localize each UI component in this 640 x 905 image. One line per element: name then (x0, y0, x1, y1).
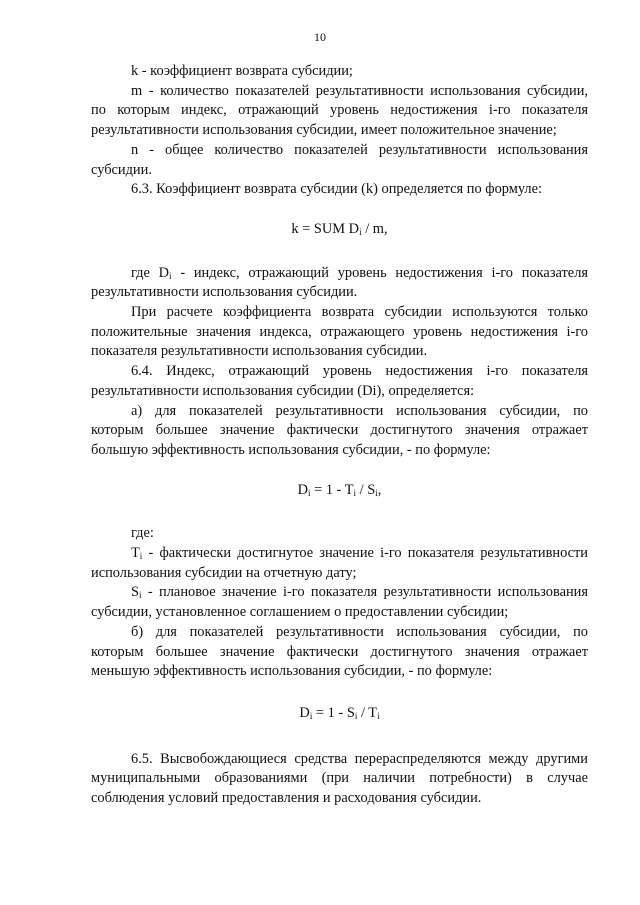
text-part: - фактически достигнутое значение i-го показателя результативности использования субсидии на отчетную дату; (91, 545, 588, 581)
formula-di-a (91, 481, 588, 501)
formula-di-b (91, 704, 588, 724)
paragraph-where: где: (131, 525, 154, 542)
subscript: i (169, 270, 172, 281)
text-part: - плановое значение i-го показателя результативности использования субсидии, установленное соглашением о предоставлении субсидии; (91, 584, 588, 621)
text-part: - индекс, отражающий уровень недостижения i-го показателя результативности использования субсидии. (91, 264, 588, 301)
paragraph-n-definition: n - общее количество показателей результативности использования субсидии. (91, 141, 588, 178)
text-part: где D (131, 264, 170, 281)
formula-part: D (299, 704, 310, 721)
formula-subscript: i (309, 710, 313, 721)
paragraph-case-a: а) для показателей результативности использования субсидии, по которым большее значение фактически достигнутого значения отражает большую эффективность использования субсидии, - по формуле: (91, 402, 588, 458)
paragraph-k-definition: k - коэффициент возврата субсидии; (131, 63, 353, 79)
formula-subscript: i (353, 487, 357, 498)
text-part: S (131, 584, 140, 601)
paragraph-6-3: 6.3. Коэффициент возврата субсидии (k) определяется по формуле: (131, 181, 542, 198)
formula-subscript: i (377, 710, 380, 721)
paragraph-positive-values: При расчете коэффициента возврата субсидии используются только положительные значения индекса, отражающего уровень недостижения i-го показателя результативности использования субсидии. (91, 304, 588, 360)
subscript: i (139, 590, 142, 601)
text-part: T (131, 545, 140, 562)
formula-k (91, 220, 588, 240)
paragraph-m-definition: m - количество показателей результативности использования субсидии, по которым индекс, отражающий уровень недостижения i-го показателя результативности использования субсидии, имеет положительное значение; (91, 82, 588, 139)
paragraph-ti-definition (91, 544, 588, 583)
formula-part: / S (356, 481, 376, 498)
formula-subscript: i (375, 487, 378, 498)
formula-part: D (297, 481, 308, 498)
paragraph-si-definition (91, 583, 588, 622)
paragraph-6-4: 6.4. Индекс, отражающий уровень недостижения i-го показателя результативности использования субсидии (Di), определяется: (91, 363, 588, 399)
formula-part: / T (357, 704, 378, 721)
formula-part: = 1 - S (312, 704, 355, 721)
formula-k-part: / m, (361, 220, 388, 237)
paragraph-di-definition (91, 264, 588, 303)
formula-k-part: k = SUM D (291, 220, 360, 237)
formula-part: , (377, 481, 382, 498)
paragraph-case-b: б) для показателей результативности использования субсидии, по которым большее значение фактически достигнутого значения отражает меньшую эффективность использования субсидии, - по формуле: (91, 623, 588, 680)
formula-k-subscript: i (359, 226, 362, 237)
document-body (91, 62, 588, 809)
formula-subscript: i (308, 487, 311, 498)
page-number: 10 (314, 30, 326, 44)
paragraph-6-5: 6.5. Высвобождающиеся средства перераспределяются между другими муниципальными образованиями (при наличии потребности) в случае соблюдения условий предоставления и расходования субсидии. (91, 750, 588, 807)
subscript: i (139, 551, 143, 562)
formula-subscript: i (354, 710, 358, 721)
formula-part: = 1 - T (310, 481, 354, 498)
